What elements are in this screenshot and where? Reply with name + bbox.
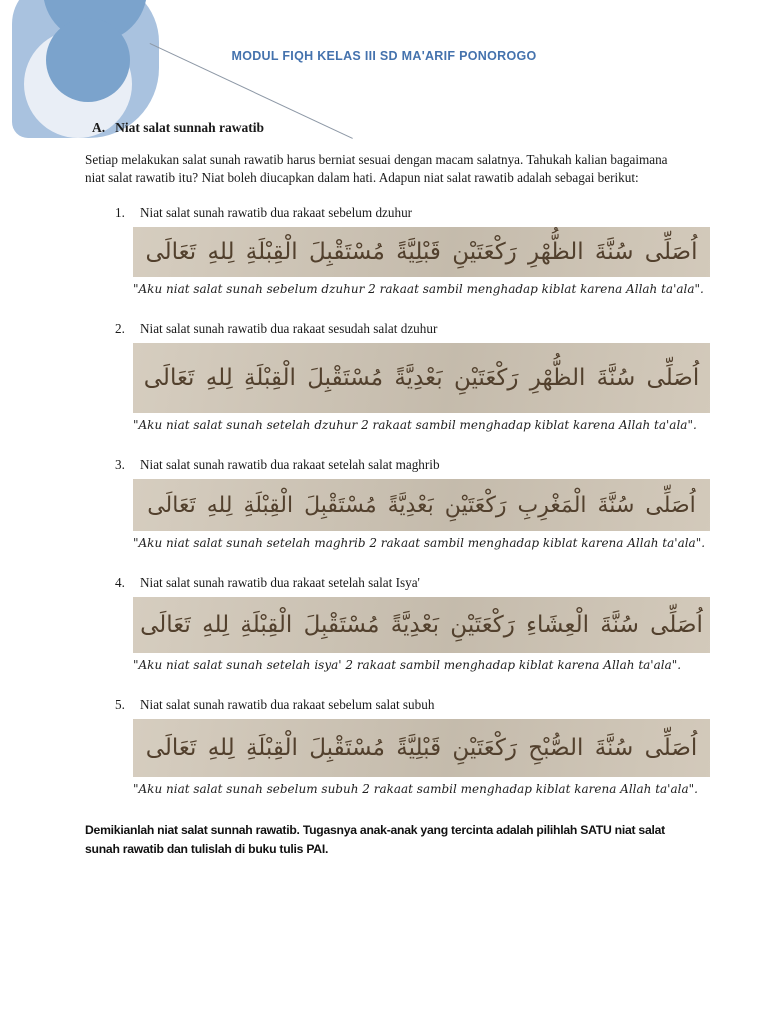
arabic-text: اُصَلِّى سُنَّةَ الْمَغْرِبِ رَكْعَتَيْنِ بَعْدِيَّةً مُسْتَقْبِلَ الْقِبْلَةِ لِلهِ تَعَالَى (147, 492, 696, 518)
item-heading (85, 321, 687, 337)
item-heading (85, 575, 687, 591)
item-caption: "Aku niat salat sunah setelah isya' 2 rakaat sambil menghadap kiblat karena Allah ta'ala". (133, 658, 682, 672)
intro-paragraph: Setiap melakukan salat sunah rawatib harus berniat sesuai dengan macam salatnya. Tahukah kalian bagaimana niat salat rawatib itu? Niat boleh diucapkan dalam hati. Adapun niat salat rawatib adalah sebagai berikut: (85, 152, 668, 185)
list-item (85, 205, 704, 296)
item-label: Niat salat sunah rawatib dua rakaat setelah salat Isya' (140, 575, 420, 590)
section-title: Niat salat sunnah rawatib (115, 120, 265, 135)
item-heading (85, 205, 687, 221)
item-caption: "Aku niat salat sunah setelah dzuhur 2 rakaat sambil menghadap kiblat karena Allah ta'ala". (133, 418, 697, 432)
niat-arabic-image (133, 343, 710, 413)
niat-arabic-image (133, 227, 710, 277)
item-number: 2. (115, 321, 125, 336)
item-label: Niat salat sunah rawatib dua rakaat sesudah salat dzuhur (140, 321, 438, 336)
item-heading (85, 457, 687, 473)
item-label: Niat salat sunah rawatib dua rakaat sebelum salat subuh (140, 697, 435, 712)
item-caption: "Aku niat salat sunah sebelum subuh 2 rakaat sambil menghadap kiblat karena Allah ta'ala". (133, 782, 698, 796)
document-body (85, 120, 706, 859)
list-item (85, 575, 703, 672)
list-item (85, 697, 698, 796)
item-heading (85, 697, 687, 713)
page-title: MODUL FIQH KELAS III SD MA'ARIF PONOROGO (231, 49, 537, 63)
section-heading (92, 120, 687, 136)
item-number: 4. (115, 575, 125, 590)
item-number: 3. (115, 457, 125, 472)
section-letter: A. (92, 120, 106, 135)
item-label: Niat salat sunah rawatib dua rakaat sebelum dzuhur (140, 205, 413, 220)
item-caption: "Aku niat salat sunah setelah maghrib 2 rakaat sambil menghadap kiblat karena Allah ta'ala". (133, 536, 706, 550)
list-item (85, 321, 700, 432)
item-number: 1. (115, 205, 125, 220)
arabic-text: اُصَلِّى سُنَّةَ الظُّهْرِ رَكْعَتَيْنِ بَعْدِيَّةً مُسْتَقْبِلَ الْقِبْلَةِ لِلهِ تَعَالَى (143, 365, 700, 391)
closing-paragraph: Demikianlah niat salat sunnah rawatib. Tugasnya anak-anak yang tercinta adalah pilihlah SATU niat salat sunah rawatib dan tulislah di buku tulis PAI. (85, 823, 665, 856)
list-item (85, 457, 706, 550)
item-caption: "Aku niat salat sunah sebelum dzuhur 2 rakaat sambil menghadap kiblat karena Allah ta'ala". (133, 282, 704, 296)
item-label: Niat salat sunah rawatib dua rakaat setelah salat maghrib (140, 457, 440, 472)
niat-arabic-image (133, 479, 710, 531)
item-number: 5. (115, 697, 125, 712)
arabic-text: اُصَلِّى سُنَّةَ الصُّبْحِ رَكْعَتَيْنِ قَبْلِيَّةً مُسْتَقْبِلَ الْقِبْلَةِ لِلهِ تَعَالَى (145, 735, 698, 761)
arabic-text: اُصَلِّى سُنَّةَ الظُّهْرِ رَكْعَتَيْنِ قَبْلِيَّةً مُسْتَقْبِلَ الْقِبْلَةِ لِلهِ تَعَالَى (145, 239, 698, 265)
arabic-text: اُصَلِّى سُنَّةَ الْعِشَاءِ رَكْعَتَيْنِ بَعْدِيَّةً مُسْتَقْبِلَ الْقِبْلَةِ لِلهِ تَعَالَى (140, 612, 703, 638)
niat-list (85, 205, 706, 796)
niat-arabic-image (133, 597, 710, 653)
niat-arabic-image (133, 719, 710, 777)
